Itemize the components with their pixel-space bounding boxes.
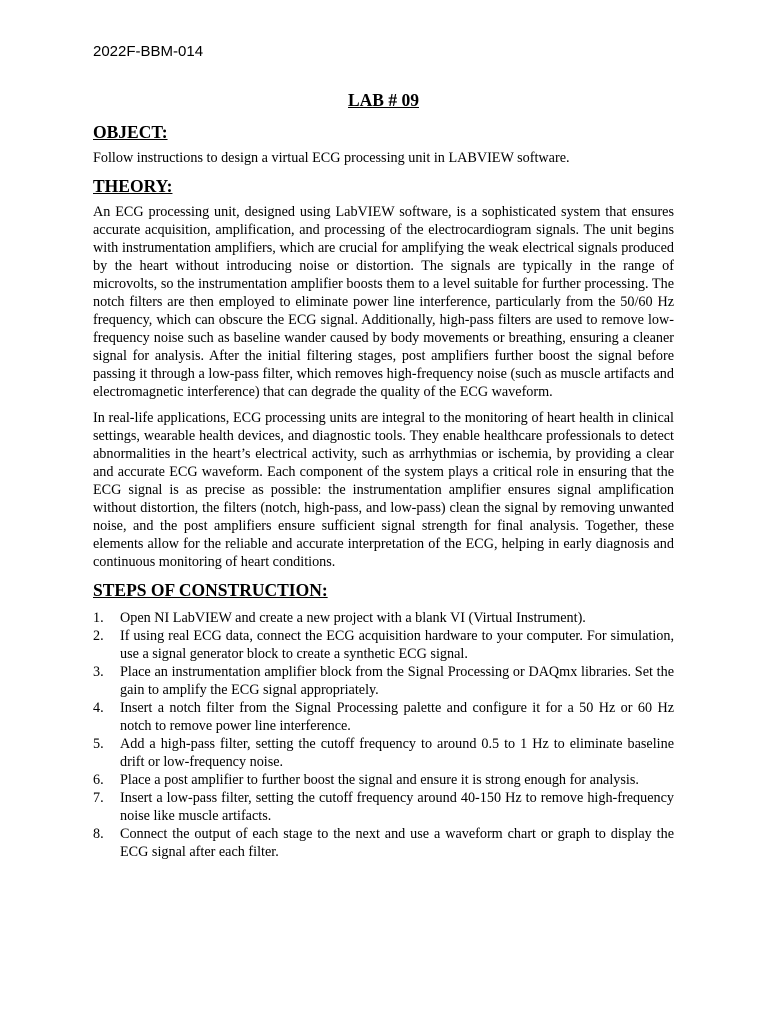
step-text: Insert a low-pass filter, setting the cutoff frequency around 40-150 Hz to remove high-frequency noise like muscle artifacts.	[120, 790, 674, 824]
step-number: 8.	[93, 826, 104, 842]
step-number: 6.	[93, 772, 104, 788]
step-text: Place a post amplifier to further boost the signal and ensure it is strong enough for analysis.	[120, 772, 639, 788]
step-text: Connect the output of each stage to the next and use a waveform chart or graph to display the ECG signal after each filter.	[120, 826, 674, 860]
object-heading: OBJECT:	[93, 122, 168, 142]
step-text: Insert a notch filter from the Signal Processing palette and configure it for a 50 Hz or 60 Hz notch to remove power line interference.	[120, 700, 674, 734]
theory-paragraph-1: An ECG processing unit, designed using LabVIEW software, is a sophisticated system that ensures accurate acquisition, amplification, and processing of the electrocardiogram signals. The unit begins with instrumentation amplifiers, which are crucial for amplifying the weak electrical signals produced by the heart without introducing noise or distortion. The signals are typically in the range of microvolts, so the instrumentation amplifier boosts them to a level suitable for further processing. The notch filters are then employed to eliminate power line interference, particularly from the 50/60 Hz frequency, which can obscure the ECG signal. Additionally, high-pass filters are used to remove low-frequency noise such as baseline wander caused by body movements or breathing, ensuring a cleaner signal for analysis. After the initial filtering stages, post amplifiers further boost the signal before passing it through a low-pass filter, which removes high-frequency noise (such as muscle artifacts and electromagnetic interference) that can degrade the quality of the ECG waveform.	[93, 204, 674, 400]
student-id-header: 2022F-BBM-014	[93, 43, 204, 60]
list-item	[93, 609, 674, 627]
object-text: Follow instructions to design a virtual ECG processing unit in LABVIEW software.	[93, 150, 570, 166]
list-item	[93, 699, 674, 735]
step-text: If using real ECG data, connect the ECG acquisition hardware to your computer. For simulation, use a signal generator block to create a synthetic ECG signal.	[120, 628, 674, 662]
step-number: 2.	[93, 628, 104, 644]
list-item	[93, 663, 674, 699]
steps-list	[93, 609, 674, 861]
steps-heading: STEPS OF CONSTRUCTION:	[93, 580, 328, 600]
step-number: 1.	[93, 610, 104, 626]
theory-heading: THEORY:	[93, 176, 173, 196]
step-text: Add a high-pass filter, setting the cutoff frequency to around 0.5 to 1 Hz to eliminate baseline drift or low-frequency noise.	[120, 736, 674, 770]
step-text: Place an instrumentation amplifier block from the Signal Processing or DAQmx libraries. Set the gain to amplify the ECG signal appropriately.	[120, 664, 674, 698]
step-number: 3.	[93, 664, 104, 680]
document-body	[93, 89, 674, 861]
list-item	[93, 771, 674, 789]
list-item	[93, 825, 674, 861]
theory-paragraph-2: In real-life applications, ECG processing units are integral to the monitoring of heart health in clinical settings, wearable health devices, and diagnostic tools. They enable healthcare professionals to detect abnormalities in the heart’s electrical activity, such as arrhythmias or ischemia, by providing a clear and accurate ECG waveform. Each component of the system plays a critical role in ensuring that the ECG signal is as precise as possible: the instrumentation amplifier ensures signal amplification without distortion, the filters (notch, high-pass, and low-pass) clean the signal by removing unwanted noise, and the post amplifiers ensure sufficient signal strength for final analysis. Together, these elements allow for the reliable and accurate interpretation of the ECG, helping in early diagnosis and continuous monitoring of heart conditions.	[93, 410, 674, 570]
list-item	[93, 789, 674, 825]
step-number: 5.	[93, 736, 104, 752]
step-text: Open NI LabVIEW and create a new project with a blank VI (Virtual Instrument).	[120, 610, 586, 626]
step-number: 4.	[93, 700, 104, 716]
lab-title: LAB # 09	[348, 90, 419, 110]
list-item	[93, 627, 674, 663]
list-item	[93, 735, 674, 771]
step-number: 7.	[93, 790, 104, 806]
